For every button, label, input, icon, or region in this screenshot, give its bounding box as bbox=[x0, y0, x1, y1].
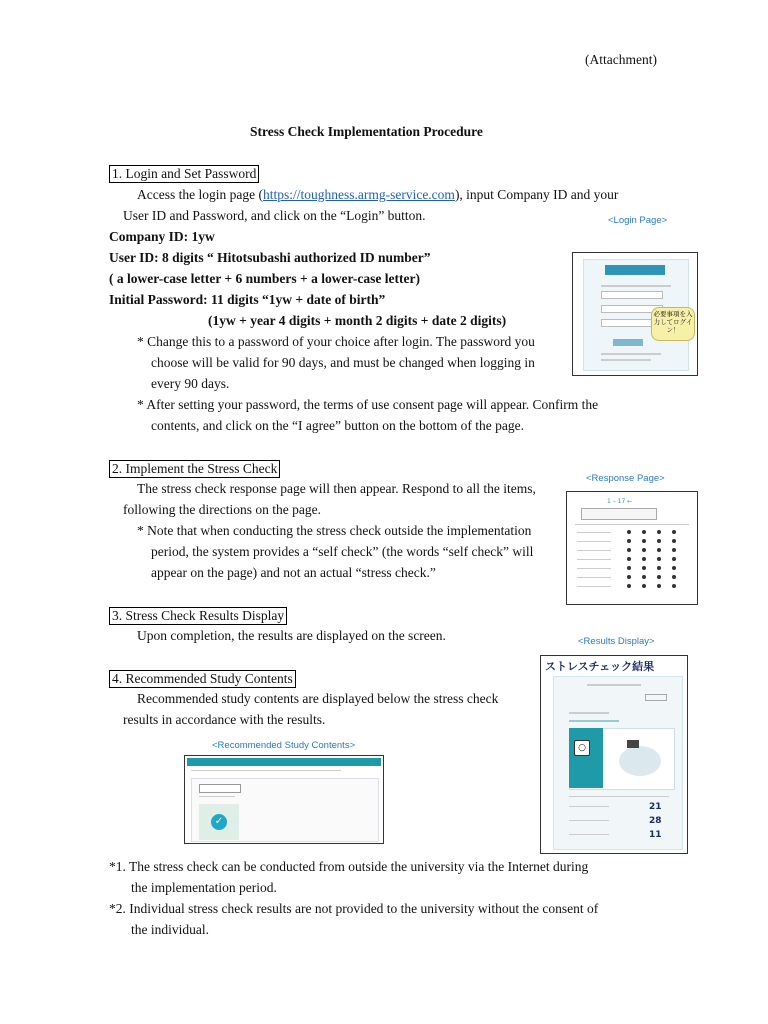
caption-recommended-contents: <Recommended Study Contents> bbox=[212, 740, 356, 751]
response-row-label bbox=[577, 559, 611, 560]
note-self-check-1: * Note that when conducting the stress check outside the implementation bbox=[137, 523, 532, 538]
footnote-1-line1: *1. The stress check can be conducted from outside the university via the Internet during bbox=[109, 859, 589, 874]
response-radio bbox=[657, 584, 661, 588]
results-paragraph: Upon completion, the results are displayed on the screen. bbox=[137, 628, 446, 643]
score-row-label bbox=[569, 834, 609, 835]
response-radio bbox=[672, 584, 676, 588]
stress-check-paragraph-1: The stress check response page will then appear. Respond to all the items, bbox=[137, 481, 536, 496]
footnote-2-line1: *2. Individual stress check results are not provided to the university without the consent of bbox=[109, 901, 599, 916]
result-icon: ○ bbox=[574, 740, 590, 756]
initial-password: Initial Password: 11 digits “1yw + date of birth” bbox=[109, 292, 386, 307]
caption-response-page: <Response Page> bbox=[586, 473, 665, 484]
note-change-password-3: every 90 days. bbox=[151, 376, 230, 391]
stress-check-paragraph-2: following the directions on the page. bbox=[123, 502, 321, 517]
note-self-check-3: appear on the page) and not an actual “stress check.” bbox=[151, 565, 436, 580]
response-radio bbox=[642, 557, 646, 561]
login-paragraph-line1: Access the login page (https://toughness.armg-service.com), input Company ID and your bbox=[137, 187, 619, 202]
response-radio bbox=[657, 539, 661, 543]
section-heading-login: 1. Login and Set Password bbox=[109, 165, 259, 183]
score-value: 11 bbox=[649, 830, 662, 840]
recommended-contents-screenshot bbox=[184, 755, 384, 844]
results-display-screenshot bbox=[540, 655, 688, 854]
response-radio bbox=[657, 530, 661, 534]
score-row-label bbox=[569, 806, 609, 807]
response-radio bbox=[627, 557, 631, 561]
score-value: 28 bbox=[649, 816, 662, 826]
login-page-screenshot bbox=[572, 252, 698, 376]
company-id: Company ID: 1yw bbox=[109, 229, 215, 244]
response-radio bbox=[657, 575, 661, 579]
response-radio bbox=[657, 557, 661, 561]
section-heading-stress-check: 2. Implement the Stress Check bbox=[109, 460, 280, 478]
note-change-password-2: choose will be valid for 90 days, and must be changed when logging in bbox=[151, 355, 535, 370]
login-paragraph-line2: User ID and Password, and click on the “Login” button. bbox=[123, 208, 426, 223]
response-radio bbox=[672, 539, 676, 543]
page-title: Stress Check Implementation Procedure bbox=[250, 124, 483, 139]
response-radio bbox=[672, 566, 676, 570]
check-icon: ✓ bbox=[211, 814, 227, 830]
response-radio bbox=[627, 566, 631, 570]
response-radio bbox=[642, 530, 646, 534]
response-radio bbox=[657, 548, 661, 552]
response-radio bbox=[642, 548, 646, 552]
score-value: 21 bbox=[649, 802, 662, 812]
section-heading-recommended: 4. Recommended Study Contents bbox=[109, 670, 296, 688]
response-radio bbox=[642, 584, 646, 588]
response-radio bbox=[627, 584, 631, 588]
response-radio bbox=[672, 557, 676, 561]
footnote-2-line2: the individual. bbox=[131, 922, 209, 937]
response-radio bbox=[672, 575, 676, 579]
response-radio bbox=[672, 530, 676, 534]
note-self-check-2: period, the system provides a “self check” (the words “self check” will bbox=[151, 544, 534, 559]
user-id: User ID: 8 digits “ Hitotsubashi authorized ID number” bbox=[109, 250, 431, 265]
response-row-label bbox=[577, 577, 611, 578]
score-row-label bbox=[569, 820, 609, 821]
note-terms-1: * After setting your password, the terms of use consent page will appear. Confirm the bbox=[137, 397, 599, 412]
section-heading-results: 3. Stress Check Results Display bbox=[109, 607, 287, 625]
caption-login-page: <Login Page> bbox=[608, 215, 668, 226]
login-hint-bubble: 必要事項を入力してログイン！ bbox=[651, 307, 695, 341]
response-page-screenshot: 1 – 17 ← bbox=[566, 491, 698, 605]
results-title: ストレスチェック結果 bbox=[545, 660, 655, 673]
response-radio bbox=[657, 566, 661, 570]
login-url-link[interactable]: https://toughness.armg-service.com bbox=[262, 187, 455, 202]
recommended-paragraph-1: Recommended study contents are displayed below the stress check bbox=[137, 691, 499, 706]
response-radio bbox=[672, 548, 676, 552]
initial-password-format: (1yw + year 4 digits + month 2 digits + date 2 digits) bbox=[208, 313, 507, 328]
footnote-1-line2: the implementation period. bbox=[131, 880, 277, 895]
response-radio bbox=[642, 539, 646, 543]
attachment-label: (Attachment) bbox=[585, 52, 657, 67]
user-id-format: ( a lower-case letter + 6 numbers + a lower-case letter) bbox=[109, 271, 421, 286]
response-radio bbox=[627, 575, 631, 579]
response-row-label bbox=[577, 586, 611, 587]
note-change-password-1: * Change this to a password of your choice after login. The password you bbox=[137, 334, 535, 349]
response-radio bbox=[627, 539, 631, 543]
response-row-label bbox=[577, 550, 611, 551]
recommended-paragraph-2: results in accordance with the results. bbox=[123, 712, 326, 727]
response-row-label bbox=[577, 532, 611, 533]
note-terms-2: contents, and click on the “I agree” button on the bottom of the page. bbox=[151, 418, 525, 433]
response-radio bbox=[642, 575, 646, 579]
response-radio bbox=[642, 566, 646, 570]
response-row-label bbox=[577, 568, 611, 569]
caption-results-display: <Results Display> bbox=[578, 636, 655, 647]
response-radio bbox=[627, 530, 631, 534]
response-row-label bbox=[577, 541, 611, 542]
response-radio bbox=[627, 548, 631, 552]
